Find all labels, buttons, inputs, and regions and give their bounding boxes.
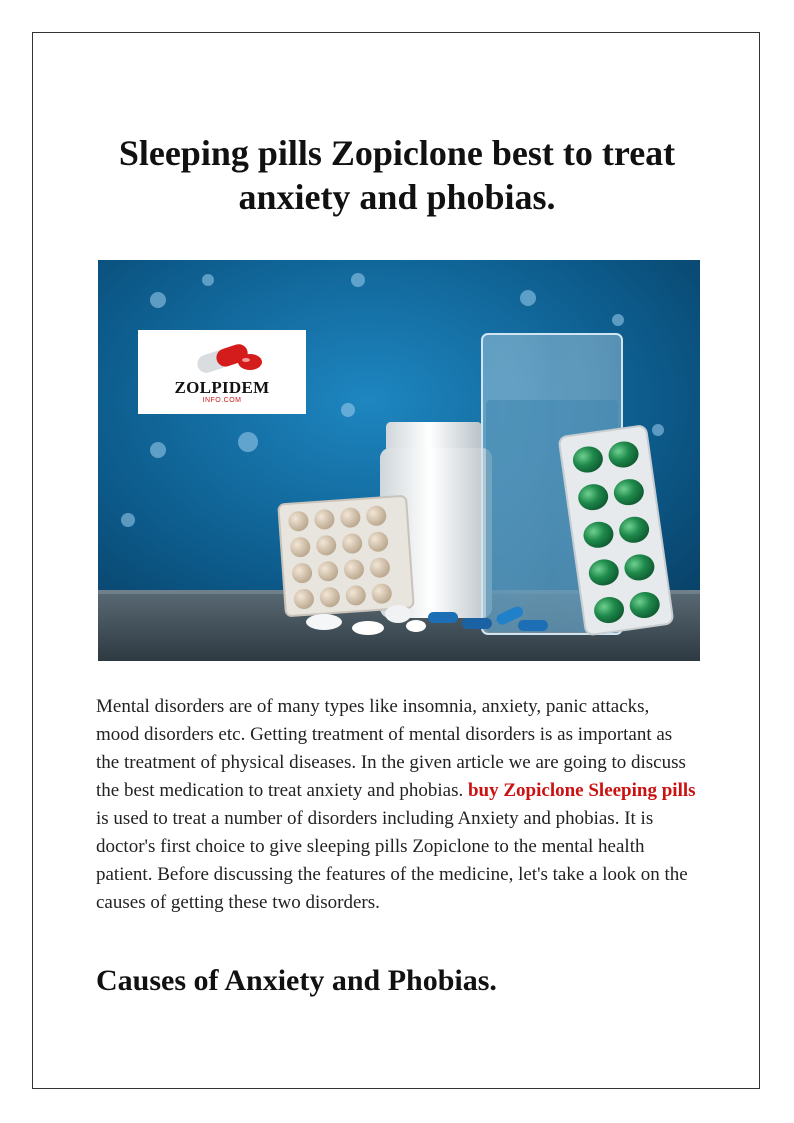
body-paragraph [96, 693, 696, 917]
pills-photo [98, 260, 700, 661]
hero-image [98, 260, 700, 661]
page-title: Sleeping pills Zopiclone best to treat anxiety and phobias. [118, 133, 676, 217]
buy-zopiclone-link[interactable]: buy Zopiclone Sleeping pills [467, 780, 696, 801]
paragraph-text-end: is used to treat a number of disorders including Anxiety and phobias. It is doctor's first choice to give sleeping pills Zopiclone to the mental health patient. Before discussing the features of the medicine, let's take a look on the causes of getting these two disorders. [96, 808, 688, 913]
section-heading: Causes of Anxiety and Phobias. [96, 964, 497, 997]
logo-name: ZOLPIDEM [174, 378, 270, 397]
zolpidem-logo [138, 330, 306, 414]
paragraph-text-start: Mental disorders are of many types like insomnia, anxiety, panic attacks, mood disorders etc. Getting treatment of mental disorders is as important as the treatment of physical diseases. In the given article we are going to discuss the best medication to treat anxiety and phobias. [96, 696, 686, 801]
beige-blister [278, 496, 414, 617]
logo-subtitle: INFO.COM [202, 397, 242, 404]
capsule-logo-icon [190, 336, 264, 376]
